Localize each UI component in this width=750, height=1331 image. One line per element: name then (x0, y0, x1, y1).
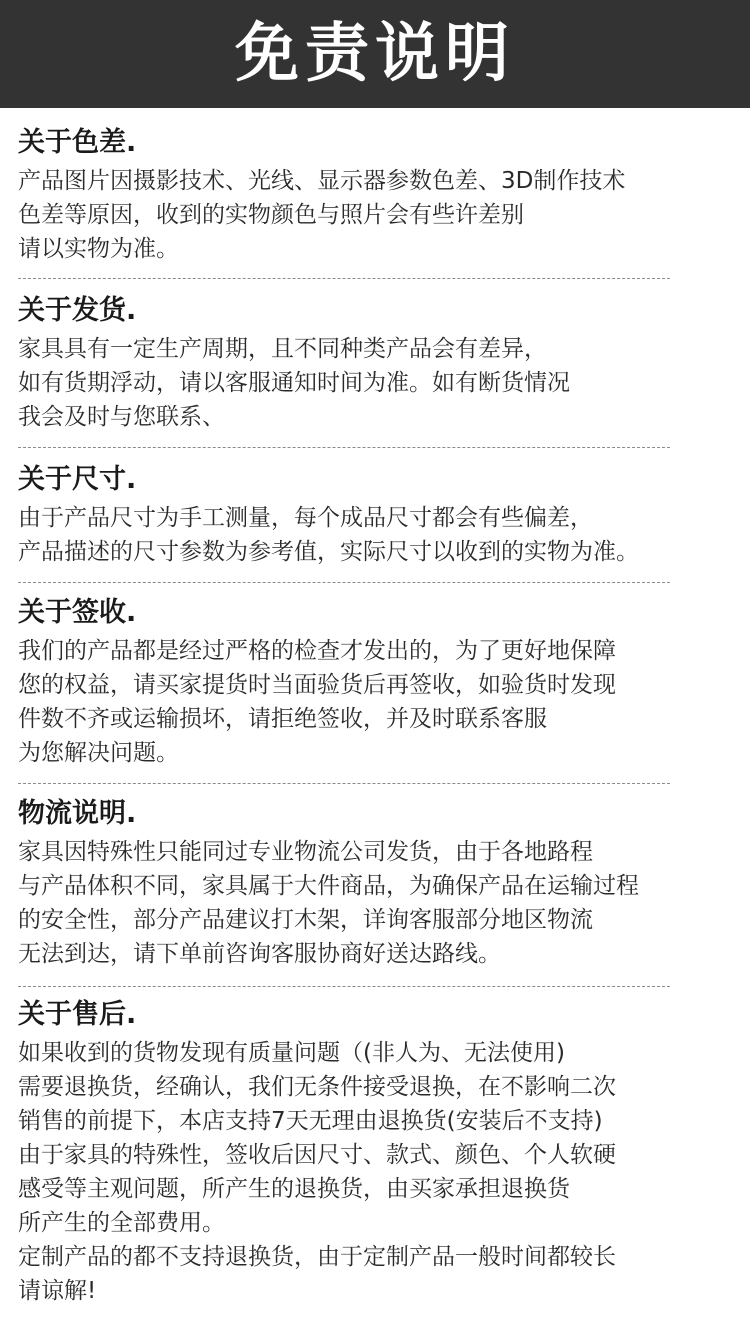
section-divider (18, 278, 670, 279)
section-text-line: 产品图片因摄影技术、光线、显示器参数色差、3D制作技术 (18, 168, 626, 194)
section-title: 物流说明. (18, 798, 137, 829)
section-text-line: 与产品体积不同，家具属于大件商品，为确保产品在运输过程 (18, 873, 639, 899)
section-text-line: 如果收到的货物发现有质量问题（(非人为、无法使用) (18, 1040, 565, 1066)
section-text-line: 感受等主观问题，所产生的退换货，由买家承担退换货 (18, 1176, 570, 1202)
section-text-line: 件数不齐或运输损坏，请拒绝签收，并及时联系客服 (18, 706, 547, 732)
section-shipping (18, 294, 732, 434)
section-text-line: 为您解决问题。 (18, 740, 179, 766)
section-text-line: 家具因特殊性只能同过专业物流公司发货，由于各地路程 (18, 839, 593, 865)
section-divider (18, 582, 670, 583)
section-text-line: 由于家具的特殊性，签收后因尺寸、款式、颜色、个人软硬 (18, 1142, 616, 1168)
section-text-line: 销售的前提下，本店支持7天无理由退换货(安装后不支持) (18, 1108, 603, 1134)
section-text-line: 家具具有一定生产周期，且不同种类产品会有差异， (18, 336, 547, 362)
section-text-line: 如有货期浮动，请以客服通知时间为准。如有断货情况 (18, 370, 570, 396)
section-title: 关于签收. (18, 597, 137, 628)
section-after-sales (18, 998, 732, 1308)
section-divider (18, 986, 670, 987)
section-text-line: 请以实物为准。 (18, 236, 179, 262)
section-text-line: 产品描述的尺寸参数为参考值，实际尺寸以收到的实物为准。 (18, 539, 639, 565)
section-title: 关于尺寸. (18, 464, 137, 495)
page-header (0, 0, 750, 108)
section-text-line: 我们的产品都是经过严格的检查才发出的，为了更好地保障 (18, 638, 616, 664)
section-text-line: 请谅解! (18, 1278, 97, 1304)
section-divider (18, 447, 670, 448)
section-text-line: 无法到达，请下单前咨询客服协商好送达路线。 (18, 941, 501, 967)
section-text-line: 由于产品尺寸为手工测量，每个成品尺寸都会有些偏差， (18, 505, 593, 531)
section-title: 关于色差. (18, 127, 137, 158)
section-text-line: 的安全性，部分产品建议打木架，详询客服部分地区物流 (18, 907, 593, 933)
section-logistics (18, 797, 732, 971)
page-title: 免责说明 (235, 17, 515, 91)
section-title: 关于发货. (18, 295, 137, 326)
section-divider (18, 783, 670, 784)
section-text-line: 色差等原因，收到的实物颜色与照片会有些许差别 (18, 202, 524, 228)
section-size (18, 463, 732, 569)
section-text-line: 需要退换货，经确认，我们无条件接受退换，在不影响二次 (18, 1074, 616, 1100)
section-text-line: 所产生的全部费用。 (18, 1210, 225, 1236)
section-text-line: 我会及时与您联系、 (18, 404, 225, 430)
section-color-difference (18, 126, 732, 266)
section-text-line: 您的权益，请买家提货时当面验货后再签收，如验货时发现 (18, 672, 616, 698)
section-title: 关于售后. (18, 999, 137, 1030)
section-receipt (18, 596, 732, 770)
section-text-line: 定制产品的都不支持退换货，由于定制产品一般时间都较长 (18, 1244, 616, 1270)
